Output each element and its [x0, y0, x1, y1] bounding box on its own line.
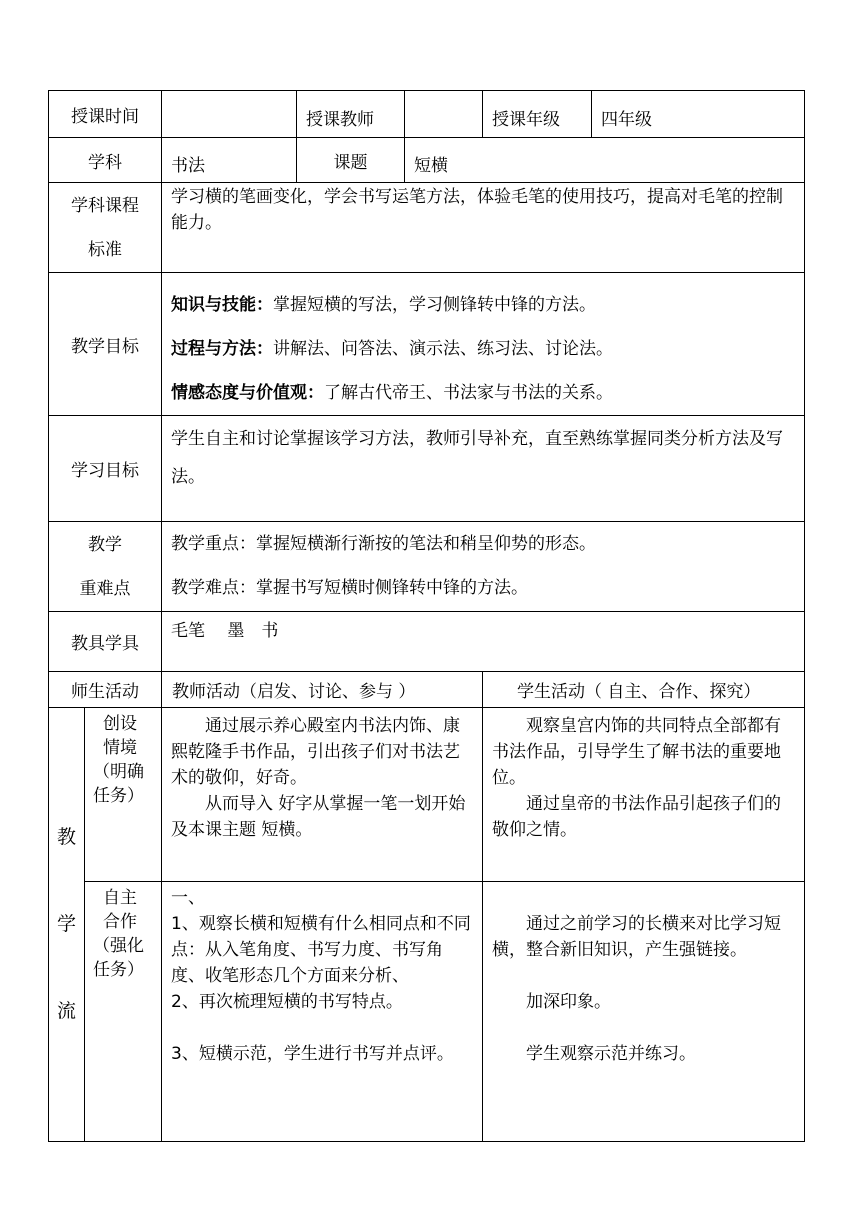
stage1-teacher-p1: 通过展示养心殿室内书法内饰、康熙乾隆手书作品，引出孩子们对书法艺术的敬仰，好奇。	[171, 716, 460, 788]
stage1-student-p2: 通过皇帝的书法作品引起孩子们的敬仰之情。	[492, 794, 781, 840]
objective-knowledge: 知识与技能：掌握短横的写法，学习侧锋转中锋的方法。	[171, 295, 596, 315]
stage1-name	[85, 708, 162, 882]
stage2-name-3: （强化	[93, 936, 144, 956]
stage2-student-item2: 加深印象。	[526, 992, 611, 1012]
key-points-label	[49, 522, 162, 612]
activity-header-row	[49, 672, 805, 708]
stage2-teacher-item2: 2、再次梳理短横的书写特点。	[171, 992, 403, 1012]
stage2-teacher	[162, 882, 483, 1142]
key-difficulty: 教学难点：掌握书写短横时侧锋转中锋的方法。	[171, 578, 528, 598]
stage1-name-4: 任务）	[93, 786, 144, 806]
key-points-row	[49, 522, 805, 612]
grade-label: 授课年级	[483, 91, 592, 138]
objectives-label: 教学目标	[49, 273, 162, 416]
flow-char-1: 教	[56, 826, 76, 848]
stage1-name-3: （明确	[93, 762, 144, 782]
stage2-name	[85, 882, 162, 1142]
learning-goal-label: 学习目标	[49, 416, 162, 522]
standard-row	[49, 183, 805, 273]
standard-label	[49, 183, 162, 273]
objectives-row	[49, 273, 805, 416]
stage1-teacher	[162, 708, 483, 882]
stage2-teacher-heading: 一、	[171, 888, 205, 908]
stage1-student-p1: 观察皇宫内饰的共同特点全部都有书法作品，引导学生了解书法的重要地位。	[492, 716, 781, 788]
key-points-text	[162, 522, 805, 612]
grade-value: 四年级	[592, 91, 805, 138]
teacher-label: 授课教师	[297, 91, 405, 138]
lesson-plan-table	[48, 90, 805, 1142]
stage1-name-2: 情境	[103, 738, 137, 758]
key-points-label-line1: 教学	[88, 534, 122, 555]
flow-char-3: 流	[56, 1000, 76, 1022]
header-row	[49, 91, 805, 138]
subject-value: 书法	[162, 138, 297, 183]
subject-label: 学科	[49, 138, 162, 183]
topic-label: 课题	[297, 138, 405, 183]
stage2-student-item3: 学生观察示范并练习。	[526, 1044, 696, 1064]
learning-goal-text: 学生自主和讨论掌握该学习方法，教师引导补充，直至熟练掌握同类分析方法及写法。	[162, 416, 805, 522]
teacher-value	[405, 91, 483, 138]
stage2-name-4: 任务）	[93, 960, 144, 980]
standard-text: 学习横的笔画变化，学会书写运笔方法，体验毛笔的使用技巧，提高对毛笔的控制能力。	[162, 183, 805, 273]
flow-side-label	[49, 708, 85, 1142]
stage1-name-1: 创设	[103, 714, 137, 734]
objective-process: 过程与方法：讲解法、问答法、演示法、练习法、讨论法。	[171, 339, 613, 359]
key-points-label-line2: 重难点	[79, 578, 131, 599]
stage2-student-item1: 通过之前学习的长横来对比学习短横，整合新旧知识，产生强链接。	[492, 914, 781, 960]
student-activity-header: 学生活动（ 自主、合作、探究）	[483, 672, 805, 708]
stage1-teacher-p2: 从而导入 好字从掌握一笔一划开始及本课主题 短横。	[171, 794, 466, 840]
stage2-teacher-item1: 1、观察长横和短横有什么相同点和不同点：从入笔角度、书写力度、书写角度、收笔形态几个方面来分析、	[171, 914, 471, 986]
learning-goal-row	[49, 416, 805, 522]
stage1-student	[483, 708, 805, 882]
topic-value: 短横	[405, 138, 805, 183]
tools-label: 教具学具	[49, 612, 162, 672]
standard-label-line2: 标准	[88, 239, 122, 260]
tools-text: 毛笔 墨 书	[162, 612, 805, 672]
subject-row	[49, 138, 805, 183]
teacher-activity-header: 教师活动（启发、讨论、参与 ）	[162, 672, 483, 708]
tools-row	[49, 612, 805, 672]
stage2-student	[483, 882, 805, 1142]
time-label: 授课时间	[49, 91, 162, 138]
stage2-teacher-item3: 3、短横示范，学生进行书写并点评。	[171, 1044, 454, 1064]
standard-label-line1: 学科课程	[71, 195, 139, 216]
flow-char-2: 学	[56, 913, 76, 935]
time-value	[162, 91, 297, 138]
stage2-name-1: 自主	[103, 888, 137, 908]
objective-emotion: 情感态度与价值观：了解古代帝王、书法家与书法的关系。	[171, 383, 613, 403]
key-focus: 教学重点：掌握短横渐行渐按的笔法和稍呈仰势的形态。	[171, 534, 596, 554]
stage1-row	[49, 708, 805, 882]
objectives-list	[162, 273, 805, 416]
stage2-row	[49, 882, 805, 1142]
activity-label: 师生活动	[49, 672, 162, 708]
stage2-name-2: 合作	[103, 912, 137, 932]
